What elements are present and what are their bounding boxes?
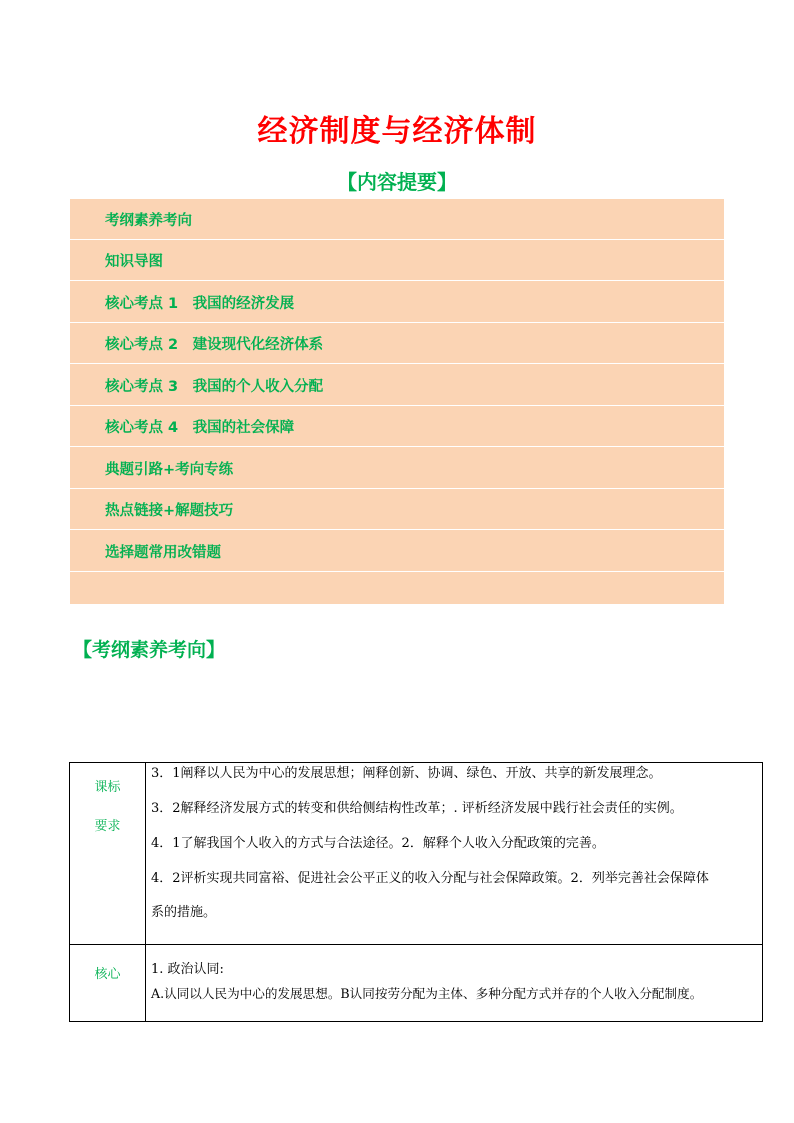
requirements-table [69, 762, 763, 1022]
toc-heading: 【内容提要】 [337, 170, 457, 194]
label-cell [70, 763, 146, 945]
toc-row [70, 282, 724, 323]
toc-row [70, 199, 724, 240]
text-line: 4．2评析实现共同富裕、促进社会公平正义的收入分配与社会保障政策。2．列举完善社会保障体 [151, 871, 709, 886]
page-title: 经济制度与经济体制 [257, 114, 537, 149]
text-line: 1. 政治认同: [151, 962, 224, 977]
toc-panel [70, 199, 724, 604]
toc-row [70, 323, 724, 364]
text-line: 3．1阐释以人民为中心的发展思想；阐释创新、协调、绿色、开放、共享的新发展理念。 [151, 766, 662, 781]
toc-row [70, 489, 724, 530]
toc-row [70, 365, 724, 406]
text-line: 4．1了解我国个人收入的方式与合法途径。2．解释个人收入分配政策的完善。 [151, 836, 605, 851]
label-cell [70, 945, 146, 1022]
toc-item-mindmap[interactable]: 知识导图 [105, 254, 163, 270]
content-cell [146, 763, 763, 945]
text-line: 3．2解释经济发展方式的转变和供给侧结构性改革；. 评析经济发展中践行社会责任的实例。 [151, 801, 683, 816]
toc-row [70, 406, 724, 447]
toc-row [70, 448, 724, 489]
row-label-core: 核心 [94, 967, 121, 982]
toc-item-hotspot[interactable]: 热点链接+解题技巧 [105, 503, 234, 519]
toc-row [70, 531, 724, 572]
row-label-b: 要求 [94, 819, 121, 834]
content-cell [146, 945, 763, 1022]
table-row [70, 945, 763, 1022]
toc-item-core-4[interactable]: 核心考点 4 我国的社会保障 [105, 420, 295, 436]
toc-row-empty [70, 572, 724, 604]
table-row [70, 763, 763, 945]
toc-item-outline[interactable]: 考纲素养考向 [105, 213, 192, 229]
toc-row [70, 240, 724, 281]
text-line: A.认同以人民为中心的发展思想。B认同按劳分配为主体、多种分配方式并存的个人收入分配制度。 [151, 986, 703, 1001]
text-line: 系的措施。 [151, 905, 217, 920]
row-label-a: 课标 [94, 780, 121, 795]
toc-item-core-3[interactable]: 核心考点 3 我国的个人收入分配 [105, 379, 324, 395]
toc-item-correction[interactable]: 选择题常用改错题 [105, 545, 221, 561]
toc-item-core-2[interactable]: 核心考点 2 建设现代化经济体系 [105, 337, 324, 353]
toc-item-practice[interactable]: 典题引路+考向专练 [105, 462, 234, 478]
toc-item-core-1[interactable]: 核心考点 1 我国的经济发展 [105, 296, 295, 312]
outline-heading: 【考纲素养考向】 [73, 639, 226, 661]
